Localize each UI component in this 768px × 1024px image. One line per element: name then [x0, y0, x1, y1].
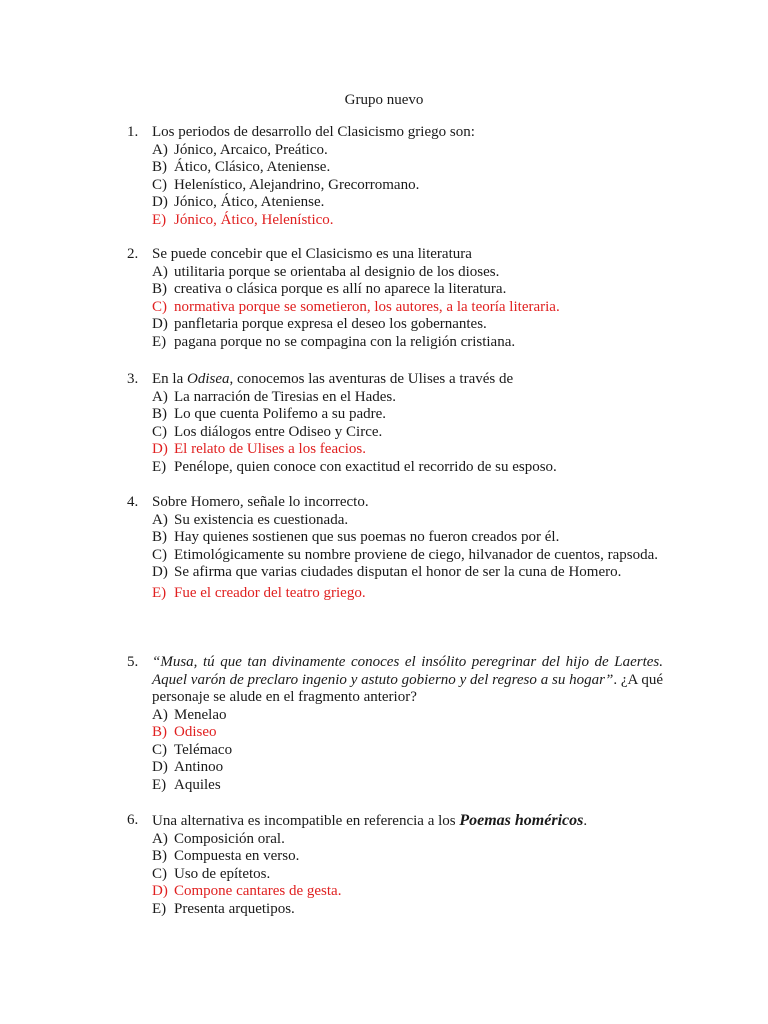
- option-c: [152, 547, 663, 565]
- option-letter: D): [152, 194, 168, 210]
- option-a: [152, 707, 663, 725]
- question-stem: [152, 812, 663, 831]
- option-text: Fue el creador del teatro griego.: [174, 584, 366, 601]
- question-5: [127, 654, 663, 794]
- option-letter: C): [152, 423, 167, 440]
- question-number: 1.: [127, 124, 139, 140]
- option-letter: C): [152, 865, 167, 882]
- question-4: [127, 494, 663, 602]
- work-title: Poemas homéricos: [459, 812, 584, 829]
- option-letter: C): [152, 176, 167, 193]
- option-b: [152, 529, 663, 547]
- option-letter: C): [152, 741, 167, 758]
- option-letter: B): [152, 406, 167, 422]
- option-letter: C): [152, 298, 167, 315]
- option-letter: A): [152, 706, 168, 723]
- option-text: Hay quienes sostienen que sus poemas no fueron creados por él.: [174, 529, 560, 545]
- question-number: 5.: [127, 654, 139, 670]
- option-text: Odiseo: [174, 724, 217, 740]
- option-letter: C): [152, 546, 167, 563]
- option-text: utilitaria porque se orientaba al designio de los dioses.: [174, 263, 500, 280]
- option-letter: E): [152, 211, 167, 228]
- option-letter: E): [152, 458, 167, 475]
- option-e: [152, 334, 663, 352]
- option-text: Lo que cuenta Polifemo a su padre.: [174, 406, 387, 422]
- option-c: [152, 866, 663, 884]
- option-b: [152, 848, 663, 866]
- option-c: [152, 424, 663, 442]
- option-text: normativa porque se sometieron, los autores, a la teoría literaria.: [174, 298, 560, 315]
- option-letter: B): [152, 159, 167, 175]
- question-stem: Sobre Homero, señale lo incorrecto.: [152, 494, 369, 510]
- question-stem: [152, 371, 663, 389]
- option-text: Jónico, Ático, Helenístico.: [174, 211, 334, 228]
- option-c-correct: [152, 299, 663, 317]
- option-text: Menelao: [174, 706, 227, 723]
- option-text: Los diálogos entre Odiseo y Circe.: [174, 423, 383, 440]
- quoted-fragment: “Musa, tú que tan divinamente conoces el insólito peregrinar del hijo de Laertes. Aquel varón de preclaro ingenio y astuto gobierno y del regreso a su hogar”: [152, 654, 663, 688]
- option-a: [152, 142, 663, 160]
- question-3: [127, 371, 663, 476]
- question-number: 2.: [127, 246, 139, 262]
- option-letter: B): [152, 724, 167, 740]
- stem-text: , conocemos las aventuras de Ulises a través de: [229, 371, 514, 387]
- question-stem: Los periodos de desarrollo del Clasicismo griego son:: [152, 124, 475, 140]
- stem-text: En la: [152, 371, 187, 387]
- option-e: [152, 901, 663, 919]
- question-2: [127, 246, 663, 351]
- question-stem: Se puede concebir que el Clasicismo es una literatura: [152, 246, 472, 262]
- option-text: Helenístico, Alejandrino, Grecorromano.: [174, 176, 420, 193]
- option-text: El relato de Ulises a los feacios.: [174, 441, 367, 457]
- option-letter: D): [152, 759, 168, 775]
- option-c: [152, 177, 663, 195]
- option-letter: A): [152, 141, 168, 158]
- option-text: panfletaria porque expresa el deseo los gobernantes.: [174, 316, 487, 332]
- option-text: Composición oral.: [174, 830, 285, 847]
- stem-text: . ¿A qué personaje se alude en el fragmento anterior?: [152, 671, 663, 705]
- option-letter: D): [152, 564, 168, 580]
- option-c: [152, 742, 663, 760]
- option-letter: B): [152, 529, 167, 545]
- option-letter: E): [152, 776, 167, 793]
- question-stem: [152, 654, 663, 707]
- option-letter: B): [152, 281, 167, 297]
- option-text: Presenta arquetipos.: [174, 900, 295, 917]
- option-text: Aquiles: [174, 776, 221, 793]
- option-text: Su existencia es cuestionada.: [174, 511, 349, 528]
- page-title: Grupo nuevo: [344, 92, 424, 108]
- option-b: [152, 406, 663, 424]
- option-d-correct: [152, 441, 663, 459]
- option-e: [152, 777, 663, 795]
- option-text: Se afirma que varias ciudades disputan el honor de ser la cuna de Homero.: [174, 564, 622, 580]
- question-number: 6.: [127, 812, 139, 828]
- option-a: [152, 389, 663, 407]
- option-d-correct: [152, 883, 663, 901]
- option-b: [152, 159, 663, 177]
- work-title: Odisea: [187, 371, 230, 387]
- option-e: [152, 459, 663, 477]
- question-number: 3.: [127, 371, 139, 387]
- option-e-correct: [152, 212, 663, 230]
- option-letter: E): [152, 333, 167, 350]
- question-1: [127, 124, 663, 229]
- option-letter: A): [152, 511, 168, 528]
- option-text: Jónico, Arcaico, Preático.: [174, 141, 328, 158]
- option-text: Ático, Clásico, Ateniense.: [174, 159, 331, 175]
- option-text: Compuesta en verso.: [174, 848, 300, 864]
- stem-text: Una alternativa es incompatible en referencia a los: [152, 813, 460, 829]
- option-letter: E): [152, 900, 167, 917]
- option-text: pagana porque no se compagina con la religión cristiana.: [174, 333, 516, 350]
- option-letter: D): [152, 316, 168, 332]
- option-d: [152, 316, 663, 334]
- option-text: creativa o clásica porque es allí no aparece la literatura.: [174, 281, 507, 297]
- option-text: Uso de epítetos.: [174, 865, 271, 882]
- option-text: Penélope, quien conoce con exactitud el recorrido de su esposo.: [174, 458, 557, 475]
- option-letter: B): [152, 848, 167, 864]
- option-letter: D): [152, 883, 168, 899]
- option-text: La narración de Tiresias en el Hades.: [174, 388, 397, 405]
- option-a: [152, 831, 663, 849]
- option-e-correct: [152, 585, 663, 603]
- option-d: [152, 564, 663, 582]
- option-letter: A): [152, 263, 168, 280]
- option-d: [152, 759, 663, 777]
- option-text: Telémaco: [174, 741, 233, 758]
- option-text: Compone cantares de gesta.: [174, 883, 342, 899]
- option-b-correct: [152, 724, 663, 742]
- option-letter: A): [152, 388, 168, 405]
- option-letter: A): [152, 830, 168, 847]
- option-d: [152, 194, 663, 212]
- option-a: [152, 264, 663, 282]
- option-letter: D): [152, 441, 168, 457]
- option-b: [152, 281, 663, 299]
- option-text: Jónico, Ático, Ateniense.: [174, 194, 325, 210]
- option-a: [152, 512, 663, 530]
- option-letter: E): [152, 584, 167, 601]
- option-text: Etimológicamente su nombre proviene de ciego, hilvanador de cuentos, rapsoda.: [174, 546, 659, 563]
- stem-text: .: [583, 813, 588, 829]
- question-6: [127, 812, 663, 918]
- question-number: 4.: [127, 494, 139, 510]
- option-text: Antinoo: [174, 759, 224, 775]
